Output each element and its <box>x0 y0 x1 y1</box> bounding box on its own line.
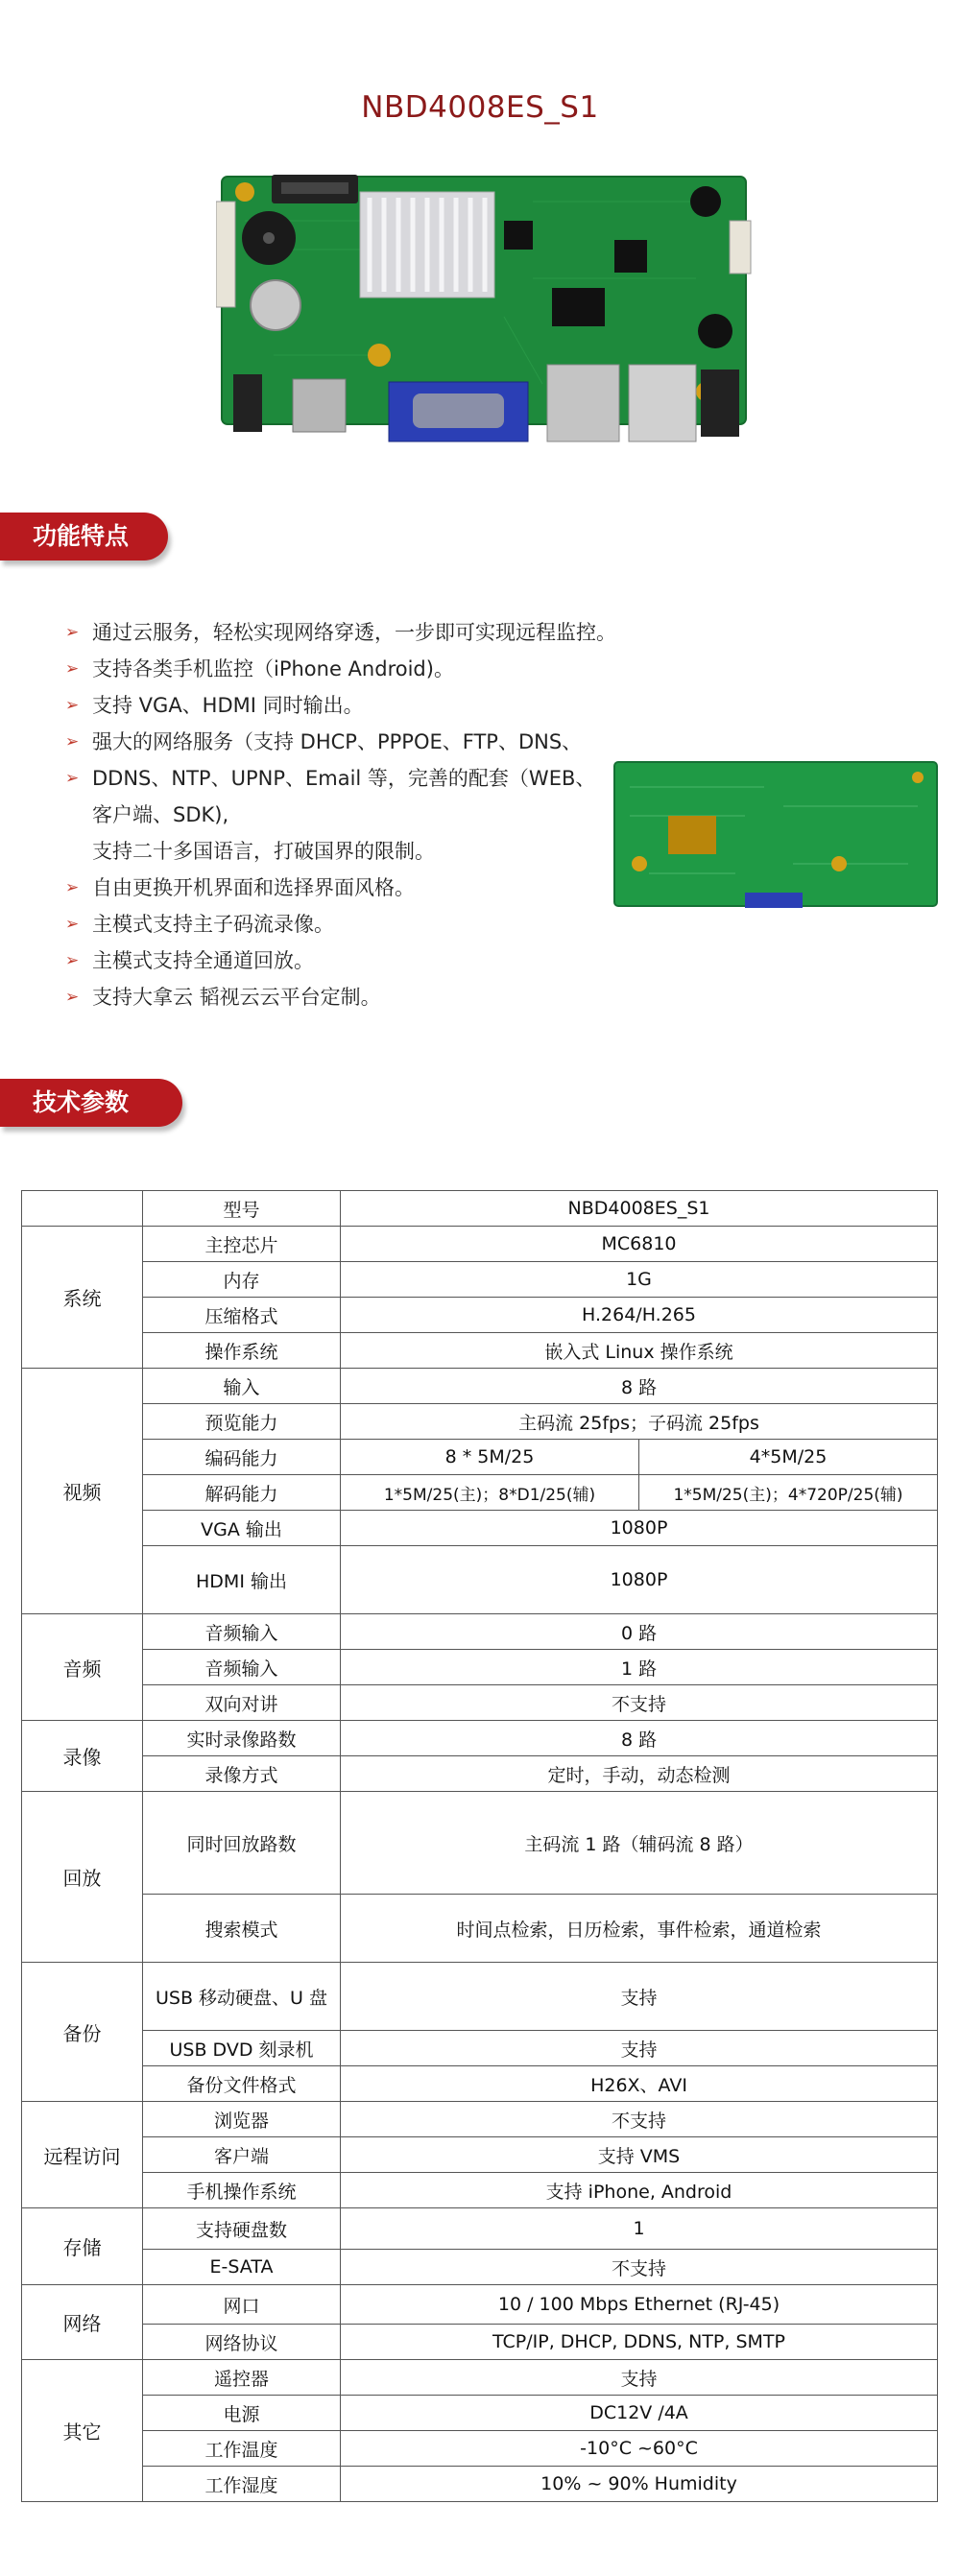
row-label: 输入 <box>143 1369 341 1404</box>
row-label: 音频输入 <box>143 1614 341 1650</box>
feature-item: ➢ 强大的网络服务（支持 DHCP、PPPOE、FTP、DNS、 <box>65 724 612 760</box>
arrow-icon: ➢ <box>65 878 80 897</box>
table-row <box>22 1475 938 1511</box>
table-row <box>22 1298 938 1333</box>
table-row <box>22 2137 938 2173</box>
row-value: 支持 <box>341 2360 938 2396</box>
row-value: 1 <box>341 2208 938 2250</box>
table-row <box>22 2250 938 2285</box>
row-value: 1080P <box>341 1511 938 1546</box>
feature-list <box>65 614 616 1015</box>
row-label: 内存 <box>143 1262 341 1298</box>
table-row <box>22 1404 938 1440</box>
row-label: 支持硬盘数 <box>143 2208 341 2250</box>
row-label: 电源 <box>143 2396 341 2431</box>
table-row <box>22 2360 938 2396</box>
row-label: 操作系统 <box>143 1333 341 1369</box>
feature-item: ➢ 支持各类手机监控（iPhone Android)。 <box>65 651 612 687</box>
group-cell: 备份 <box>22 1963 143 2102</box>
row-value: 1*5M/25(主)；4*720P/25(辅) <box>639 1475 938 1511</box>
section-features-tag: 功能特点 <box>0 513 168 561</box>
row-value: 1 路 <box>341 1650 938 1685</box>
group-cell <box>22 1191 143 1227</box>
row-value: 时间点检索，日历检索，事件检索，通道检索 <box>341 1895 938 1963</box>
row-label: USB DVD 刻录机 <box>143 2031 341 2066</box>
row-value: 主码流 25fps；子码流 25fps <box>341 1404 938 1440</box>
table-row <box>22 1333 938 1369</box>
row-label: 搜索模式 <box>143 1895 341 1963</box>
row-value: 1080P <box>341 1546 938 1614</box>
table-row <box>22 2285 938 2325</box>
row-value: NBD4008ES_S1 <box>341 1191 938 1227</box>
arrow-icon: ➢ <box>65 623 80 642</box>
row-value: H.264/H.265 <box>341 1298 938 1333</box>
group-cell: 存储 <box>22 2208 143 2285</box>
table-row <box>22 2467 938 2502</box>
feature-item: ➢ 支持大拿云 韬视云云平台定制。 <box>65 979 612 1015</box>
row-label: 双向对讲 <box>143 1685 341 1721</box>
table-row <box>22 1369 938 1404</box>
row-value: 不支持 <box>341 2102 938 2137</box>
arrow-icon: ➢ <box>65 659 80 679</box>
table-row <box>22 1262 938 1298</box>
page-title: NBD4008ES_S1 <box>361 90 599 125</box>
table-row <box>22 1191 938 1227</box>
row-label: 工作湿度 <box>143 2467 341 2502</box>
group-cell: 系统 <box>22 1227 143 1369</box>
arrow-icon: ➢ <box>65 696 80 715</box>
table-row <box>22 1546 938 1614</box>
table-row <box>22 2431 938 2467</box>
row-label: 预览能力 <box>143 1404 341 1440</box>
table-row <box>22 2396 938 2431</box>
row-value: 嵌入式 Linux 操作系统 <box>341 1333 938 1369</box>
row-value: 10 / 100 Mbps Ethernet (RJ-45) <box>341 2285 938 2325</box>
table-row <box>22 2031 938 2066</box>
row-value: 0 路 <box>341 1614 938 1650</box>
table-row <box>22 2208 938 2250</box>
table-row <box>22 1227 938 1262</box>
row-label: E-SATA <box>143 2250 341 2285</box>
table-row <box>22 2325 938 2360</box>
board-photo-front <box>216 163 754 461</box>
table-row <box>22 1721 938 1756</box>
table-row <box>22 1614 938 1650</box>
row-value: 支持 iPhone, Android <box>341 2173 938 2208</box>
group-cell: 录像 <box>22 1721 143 1792</box>
row-value: 10% ~ 90% Humidity <box>341 2467 938 2502</box>
row-label: 解码能力 <box>143 1475 341 1511</box>
group-cell: 回放 <box>22 1792 143 1963</box>
feature-item: 支持二十多国语言，打破国界的限制。 <box>92 840 435 863</box>
group-cell: 视频 <box>22 1369 143 1614</box>
feature-item: ➢ 主模式支持主子码流录像。 <box>65 906 612 942</box>
row-value: 主码流 1 路（辅码流 8 路） <box>341 1792 938 1895</box>
table-row <box>22 1756 938 1792</box>
row-label: VGA 输出 <box>143 1511 341 1546</box>
row-value: H26X、AVI <box>341 2066 938 2102</box>
row-value: 支持 <box>341 1963 938 2031</box>
row-value: 1G <box>341 1262 938 1298</box>
row-value: 1*5M/25(主)；8*D1/25(辅) <box>341 1475 639 1511</box>
row-label: 网络协议 <box>143 2325 341 2360</box>
group-cell: 网络 <box>22 2285 143 2360</box>
arrow-icon: ➢ <box>65 951 80 970</box>
row-label: 主控芯片 <box>143 1227 341 1262</box>
feature-item: ➢ DDNS、NTP、UPNP、Email 等，完善的配套（WEB、 <box>65 760 612 797</box>
group-cell: 音频 <box>22 1614 143 1721</box>
feature-item: ➢ 主模式支持全通道回放。 <box>65 942 612 979</box>
spec-table <box>21 1190 938 2502</box>
row-label: 网口 <box>143 2285 341 2325</box>
arrow-icon: ➢ <box>65 769 80 788</box>
feature-item: ➢ 支持 VGA、HDMI 同时输出。 <box>65 687 612 724</box>
table-row <box>22 1685 938 1721</box>
table-row <box>22 2066 938 2102</box>
row-label: 音频输入 <box>143 1650 341 1685</box>
row-label: USB 移动硬盘、U 盘 <box>143 1963 341 2031</box>
row-label: 备份文件格式 <box>143 2066 341 2102</box>
feature-item: ➢ 通过云服务，轻松实现网络穿透，一步即可实现远程监控。 <box>65 614 612 651</box>
row-label: 遥控器 <box>143 2360 341 2396</box>
row-label: 录像方式 <box>143 1756 341 1792</box>
arrow-icon: ➢ <box>65 732 80 751</box>
row-value: 4*5M/25 <box>639 1440 938 1475</box>
board-photo-back <box>611 758 942 912</box>
row-label: 编码能力 <box>143 1440 341 1475</box>
row-value: 不支持 <box>341 2250 938 2285</box>
arrow-icon: ➢ <box>65 915 80 934</box>
row-value: 8 * 5M/25 <box>341 1440 639 1475</box>
row-label: 实时录像路数 <box>143 1721 341 1756</box>
table-row <box>22 1440 938 1475</box>
row-value: DC12V /4A <box>341 2396 938 2431</box>
row-value: MC6810 <box>341 1227 938 1262</box>
table-row <box>22 2173 938 2208</box>
group-cell: 远程访问 <box>22 2102 143 2208</box>
table-row <box>22 1650 938 1685</box>
row-label: 型号 <box>143 1191 341 1227</box>
row-label: 压缩格式 <box>143 1298 341 1333</box>
row-label: 浏览器 <box>143 2102 341 2137</box>
row-value: -10°C ~60°C <box>341 2431 938 2467</box>
row-value: 支持 VMS <box>341 2137 938 2173</box>
row-value: 支持 <box>341 2031 938 2066</box>
row-value: TCP/IP, DHCP, DDNS, NTP, SMTP <box>341 2325 938 2360</box>
feature-item: 客户端、SDK), <box>92 803 229 826</box>
group-cell: 其它 <box>22 2360 143 2502</box>
table-row <box>22 2102 938 2137</box>
row-value: 8 路 <box>341 1721 938 1756</box>
row-label: 同时回放路数 <box>143 1792 341 1895</box>
row-value: 不支持 <box>341 1685 938 1721</box>
table-row <box>22 1792 938 1895</box>
table-row <box>22 1963 938 2031</box>
table-row <box>22 1895 938 1963</box>
section-specs-tag: 技术参数 <box>0 1079 182 1127</box>
table-row <box>22 1511 938 1546</box>
feature-item: ➢ 自由更换开机界面和选择界面风格。 <box>65 870 612 906</box>
row-label: 客户端 <box>143 2137 341 2173</box>
arrow-icon: ➢ <box>65 988 80 1007</box>
row-label: 手机操作系统 <box>143 2173 341 2208</box>
row-value: 定时，手动，动态检测 <box>341 1756 938 1792</box>
row-label: 工作温度 <box>143 2431 341 2467</box>
row-label: HDMI 输出 <box>143 1546 341 1614</box>
row-value: 8 路 <box>341 1369 938 1404</box>
